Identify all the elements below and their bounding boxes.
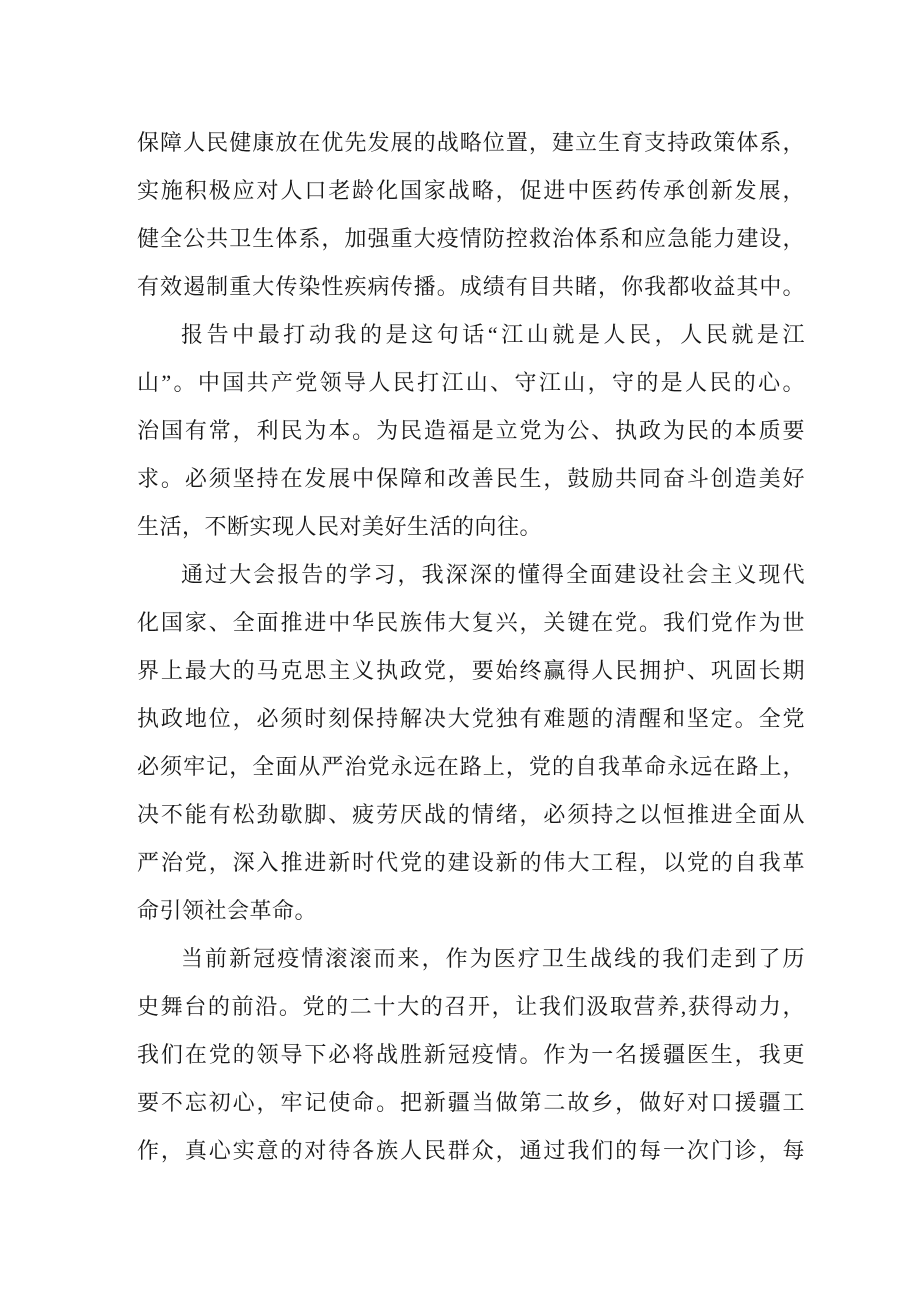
text-line: 必须牢记，全面从严治党永远在路上，党的自我革命永远在路上， xyxy=(137,754,805,779)
text-line: 山”。中国共产党领导人民打江山、守江山，守的是人民的心。 xyxy=(137,370,805,395)
text-line: 生活，不断实现人民对美好生活的向往。 xyxy=(137,514,543,539)
text-line: 治国有常，利民为本。为民造福是立党为公、执政为民的本质要 xyxy=(137,418,805,443)
text-line: 有效遏制重大传染性疾病传播。成绩有目共睹，你我都收益其中。 xyxy=(137,274,805,299)
text-line: 严治党，深入推进新时代党的建设新的伟大工程，以党的自我革 xyxy=(137,850,805,875)
paragraph-4 xyxy=(137,935,805,1175)
text-block xyxy=(137,119,805,1175)
text-line: 史舞台的前沿。党的二十大的召开，让我们汲取营养,获得动力， xyxy=(137,994,805,1019)
paragraph-1 xyxy=(137,119,805,311)
text-line: 化国家、全面推进中华民族伟大复兴，关键在党。我们党作为世 xyxy=(137,610,805,635)
text-line: 实施积极应对人口老龄化国家战略，促进中医药传承创新发展， xyxy=(137,178,805,203)
text-line: 要不忘初心，牢记使命。把新疆当做第二故乡，做好对口援疆工 xyxy=(137,1090,805,1115)
text-line: 决不能有松劲歇脚、疲劳厌战的情绪，必须持之以恒推进全面从 xyxy=(137,802,805,827)
text-line: 求。必须坚持在发展中保障和改善民生，鼓励共同奋斗创造美好 xyxy=(137,466,805,491)
text-line: 界上最大的马克思主义执政党，要始终赢得人民拥护、巩固长期 xyxy=(137,658,805,683)
text-line: 通过大会报告的学习，我深深的懂得全面建设社会主义现代 xyxy=(181,562,805,587)
text-line: 报告中最打动我的是这句话“江山就是人民，人民就是江 xyxy=(181,322,805,347)
text-line: 作，真心实意的对待各族人民群众，通过我们的每一次门诊，每 xyxy=(137,1138,805,1163)
paragraph-3 xyxy=(137,551,805,935)
paragraph-2 xyxy=(137,311,805,551)
text-line: 执政地位，必须时刻保持解决大党独有难题的清醒和坚定。全党 xyxy=(137,706,805,731)
text-line: 健全公共卫生体系，加强重大疫情防控救治体系和应急能力建设， xyxy=(137,226,805,251)
text-line: 命引领社会革命。 xyxy=(137,898,318,923)
text-line: 当前新冠疫情滚滚而来，作为医疗卫生战线的我们走到了历 xyxy=(181,946,805,971)
text-line: 我们在党的领导下必将战胜新冠疫情。作为一名援疆医生，我更 xyxy=(137,1042,805,1067)
text-line: 保障人民健康放在优先发展的战略位置，建立生育支持政策体系， xyxy=(137,130,805,155)
